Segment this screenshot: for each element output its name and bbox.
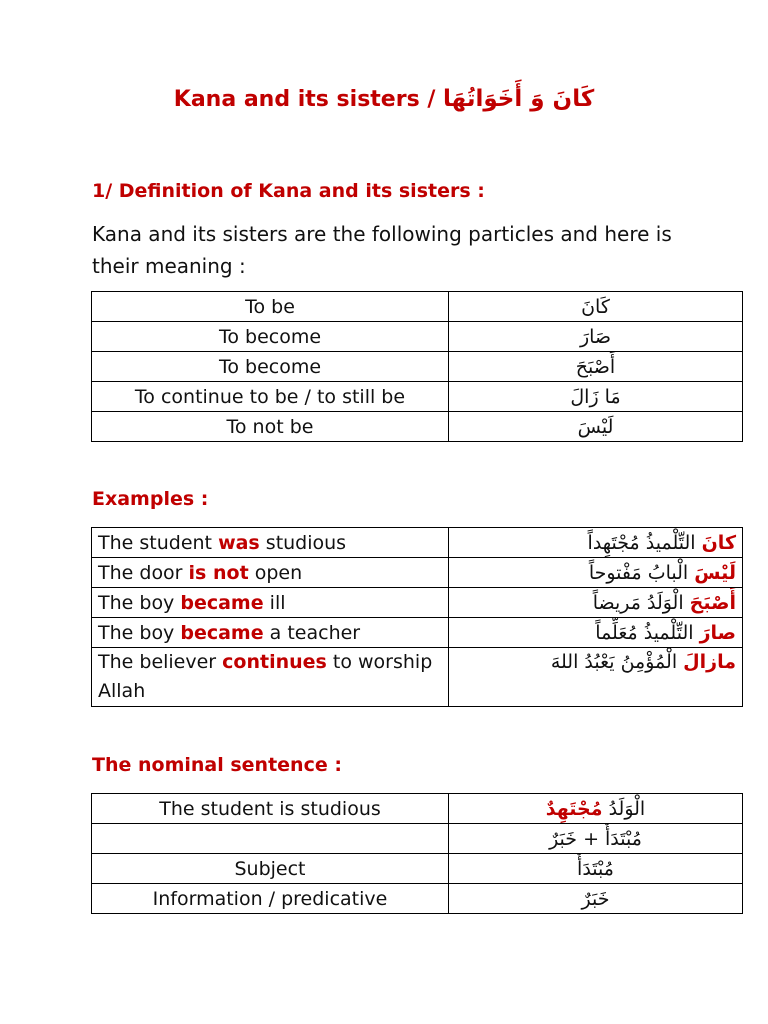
example-arabic-key: صارَ [699,621,736,644]
particles-table [91,291,743,442]
example-text: The boy [98,591,181,614]
particle-arabic: مَا زَالَ [449,382,743,412]
table-row [92,648,743,707]
particle-meaning: To continue to be / to still be [92,382,449,412]
example-english [92,558,449,588]
particle-arabic: لَيْسَ [449,412,743,442]
example-key-word: is not [188,561,249,584]
nominal-english: Subject [92,854,449,884]
table-row [92,854,743,884]
example-key-word: continues [222,651,327,673]
table-row [92,322,743,352]
page-title [0,86,768,112]
nominal-subject: الْوَلَدُ [608,797,646,820]
particle-arabic: كَانَ [449,292,743,322]
particle-meaning: To be [92,292,449,322]
table-row [92,884,743,914]
example-arabic-key: لَيْسَ [694,561,736,584]
title-english: Kana and its sisters / [173,87,436,112]
nominal-table [91,793,743,914]
example-english [92,528,449,558]
table-row [92,794,743,824]
example-english [92,618,449,648]
example-arabic [449,588,743,618]
nominal-arabic [449,794,743,824]
nominal-heading: The nominal sentence : [92,754,342,776]
table-row [92,618,743,648]
definition-paragraph: Kana and its sisters are the following particles and here is their meaning : [92,222,672,278]
example-arabic-key: أَصْبَحَ [689,591,736,614]
table-row [92,558,743,588]
example-arabic-key: مازالَ [683,651,736,673]
nominal-arabic: مُبْتَدَأٌ [449,854,743,884]
example-arabic-text: الْوَلَدُ مَريضاً [592,591,690,614]
example-text: ill [263,591,286,614]
example-arabic [449,528,743,558]
nominal-predicate: مُجْتَهِدٌ [545,797,603,820]
examples-table [91,527,743,707]
example-arabic [449,558,743,588]
section1-heading: 1/ Definition of Kana and its sisters : [92,180,485,202]
example-text: The believer [98,651,223,673]
nominal-english: The student is studious [92,794,449,824]
particle-arabic: أَصْبَحَ [449,352,743,382]
example-text: The student [98,531,219,554]
example-key-word: became [180,621,264,644]
example-key-word: was [218,531,260,554]
table-row [92,382,743,412]
table-row [92,528,743,558]
nominal-english: Information / predicative [92,884,449,914]
nominal-arabic: خَبَرٌ [449,884,743,914]
example-key-word: became [180,591,264,614]
nominal-arabic: مُبْتَدَأٌ + خَبَرٌ [449,824,743,854]
example-arabic [449,618,743,648]
example-arabic-text: الْمُؤْمِنُ يَعْبُدُ اللهَ [550,651,684,673]
title-arabic: كَانَ وَ أَخَوَاتُهَا [443,86,595,112]
example-text: to worship Allah [98,651,433,702]
example-text: a teacher [263,621,361,644]
table-row [92,824,743,854]
example-text: The boy [98,621,181,644]
table-row [92,588,743,618]
examples-heading: Examples : [92,488,209,510]
table-row [92,292,743,322]
example-english [92,588,449,618]
example-english [92,648,449,707]
nominal-english [92,824,449,854]
particle-meaning: To not be [92,412,449,442]
example-text: The door [98,561,189,584]
example-arabic [449,648,743,707]
example-text: studious [259,531,347,554]
example-arabic-key: كانَ [701,531,736,554]
particle-arabic: صَارَ [449,322,743,352]
particle-meaning: To become [92,352,449,382]
particle-meaning: To become [92,322,449,352]
table-row [92,352,743,382]
table-row [92,412,743,442]
example-arabic-text: الْبابُ مَفْتوحاً [588,561,695,584]
example-arabic-text: التِّلْميذُ مُجْتَهِداً [587,531,702,554]
example-text: open [248,561,303,584]
example-arabic-text: التِّلْميذُ مُعَلِّماً [595,621,700,644]
